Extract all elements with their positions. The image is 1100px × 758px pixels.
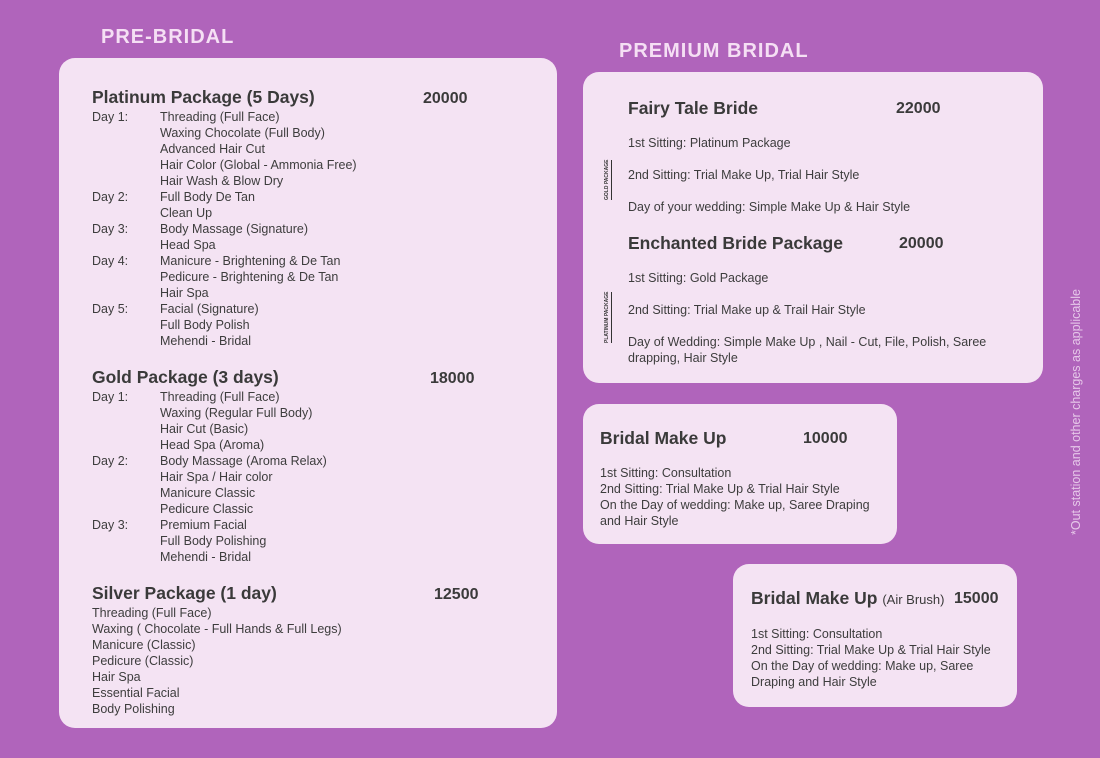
day-label [92, 125, 160, 141]
list-item: 2nd Sitting: Trial Make up & Trail Hair Style [628, 303, 866, 317]
list-item: Day of Wedding: Simple Make Up , Nail - Cut, File, Polish, Saree [628, 335, 987, 349]
day-label: Day 4: [92, 254, 129, 268]
bridal-makeup-price: 10000 [803, 430, 848, 447]
list-item [92, 141, 357, 157]
list-item: drapping, Hair Style [628, 351, 738, 365]
treatment-item: Pedicure Classic [160, 502, 254, 516]
day-label [92, 285, 160, 301]
list-item [92, 421, 327, 437]
treatment-item: Advanced Hair Cut [160, 142, 265, 156]
treatment-item: Manicure - Brightening & De Tan [160, 254, 341, 268]
airbrush-makeup-name: Bridal Make Up [751, 588, 878, 608]
day-label [92, 157, 160, 173]
list-item [92, 533, 327, 549]
list-item: and Hair Style [600, 514, 679, 528]
day-label: Day 1: [92, 390, 129, 404]
enchanted-bride-details [628, 270, 986, 366]
list-item [92, 437, 327, 453]
list-item: Essential Facial [92, 686, 180, 700]
list-item: 2nd Sitting: Trial Make Up & Trial Hair Style [751, 643, 991, 657]
fairy-tale-bride-details [628, 135, 910, 215]
treatment-item: Hair Spa / Hair color [160, 470, 273, 484]
day-label [92, 469, 160, 485]
list-item: Day of your wedding: Simple Make Up & Hair Style [628, 200, 911, 214]
silver-package-list [92, 605, 342, 717]
enchanted-bride-title: Enchanted Bride Package [628, 233, 843, 253]
list-item [92, 485, 327, 501]
treatment-item: Head Spa (Aroma) [160, 438, 265, 452]
list-item [92, 157, 357, 173]
enchanted-bride-price: 20000 [899, 235, 944, 252]
silver-package-title: Silver Package (1 day) [92, 583, 277, 603]
platinum-package-price: 20000 [423, 90, 468, 107]
list-item: On the Day of wedding: Make up, Saree [751, 659, 974, 673]
bridal-makeup-title: Bridal Make Up [600, 428, 727, 448]
list-item: 1st Sitting: Consultation [600, 466, 732, 480]
day-label: Day 5: [92, 302, 129, 316]
treatment-item: Waxing (Regular Full Body) [160, 406, 313, 420]
treatment-item: Threading (Full Face) [160, 110, 280, 124]
airbrush-makeup-price: 15000 [954, 590, 999, 607]
day-label [92, 141, 160, 157]
treatment-item: Full Body Polishing [160, 534, 267, 548]
list-item: Draping and Hair Style [751, 675, 877, 689]
treatment-item: Hair Color (Global - Ammonia Free) [160, 158, 357, 172]
treatment-item: Body Massage (Aroma Relax) [160, 454, 327, 468]
list-item: 2nd Sitting: Trial Make Up, Trial Hair Style [628, 168, 860, 182]
day-label [92, 549, 160, 565]
treatment-item: Body Massage (Signature) [160, 222, 308, 236]
list-item [92, 189, 357, 205]
day-label: Day 2: [92, 190, 129, 204]
platinum-package-title: Platinum Package (5 Days) [92, 87, 315, 107]
gold-package-price: 18000 [430, 370, 475, 387]
day-label [92, 333, 160, 349]
treatment-item: Mehendi - Bridal [160, 550, 252, 564]
treatment-item: Threading (Full Face) [160, 390, 280, 404]
list-item [92, 453, 327, 469]
day-label [92, 317, 160, 333]
day-label [92, 533, 160, 549]
list-item [92, 405, 327, 421]
list-item: On the Day of wedding: Make up, Saree Draping [600, 498, 870, 512]
treatment-item: Hair Spa [160, 286, 209, 300]
bridal-makeup-card [583, 404, 897, 544]
list-item [92, 285, 357, 301]
list-item: Body Polishing [92, 702, 175, 716]
airbrush-makeup-card [733, 564, 1017, 707]
list-item [92, 205, 357, 221]
treatment-item: Clean Up [160, 206, 213, 220]
day-label: Day 3: [92, 222, 129, 236]
list-item [92, 109, 357, 125]
airbrush-makeup-details [751, 626, 991, 690]
list-item: Threading (Full Face) [92, 606, 212, 620]
silver-package-price: 12500 [434, 586, 479, 603]
list-item [92, 173, 357, 189]
list-item: 2nd Sitting: Trial Make Up & Trial Hair Style [600, 482, 840, 496]
list-item [92, 221, 357, 237]
list-item [92, 549, 327, 565]
airbrush-makeup-suffix: (Air Brush) [882, 592, 945, 607]
day-label [92, 421, 160, 437]
bridal-makeup-details [600, 465, 870, 529]
list-item [92, 269, 357, 285]
list-item [92, 469, 327, 485]
treatment-item: Waxing Chocolate (Full Body) [160, 126, 325, 140]
day-label [92, 173, 160, 189]
fairy-tale-bride-title: Fairy Tale Bride [628, 98, 759, 118]
platinum-package-list [92, 109, 357, 349]
day-label: Day 3: [92, 518, 129, 532]
list-item [92, 253, 357, 269]
list-item: Hair Spa [92, 670, 141, 684]
day-label: Day 2: [92, 454, 129, 468]
day-label [92, 405, 160, 421]
treatment-item: Premium Facial [160, 518, 247, 532]
list-item: Manicure (Classic) [92, 638, 196, 652]
gold-package-title: Gold Package (3 days) [92, 367, 279, 387]
charges-note: *Out station and other charges as applicable [1069, 289, 1083, 535]
list-item [92, 237, 357, 253]
pre-bridal-card [59, 58, 557, 728]
premium-packages-card [583, 72, 1043, 383]
treatment-item: Facial (Signature) [160, 302, 259, 316]
list-item: 1st Sitting: Gold Package [628, 271, 769, 285]
list-item [92, 517, 327, 533]
day-label [92, 501, 160, 517]
treatment-item: Manicure Classic [160, 486, 256, 500]
list-item: Pedicure (Classic) [92, 654, 194, 668]
gold-package-list [92, 389, 327, 565]
list-item [92, 501, 327, 517]
list-item: 1st Sitting: Platinum Package [628, 136, 791, 150]
treatment-item: Mehendi - Bridal [160, 334, 252, 348]
platinum-package-side-label: PLATINUM PACKAGE [604, 291, 610, 343]
fairy-tale-bride-price: 22000 [896, 100, 941, 117]
list-item [92, 301, 357, 317]
premium-bridal-heading: PREMIUM BRIDAL [619, 40, 809, 62]
list-item: Waxing ( Chocolate - Full Hands & Full Legs) [92, 622, 342, 636]
gold-package-side-label: GOLD PACKAGE [604, 159, 610, 200]
treatment-item: Head Spa [160, 238, 216, 252]
day-label [92, 485, 160, 501]
airbrush-makeup-title [751, 588, 944, 609]
list-item [92, 389, 327, 405]
list-item [92, 317, 357, 333]
pre-bridal-heading: PRE-BRIDAL [101, 26, 235, 48]
day-label: Day 1: [92, 110, 129, 124]
treatment-item: Hair Cut (Basic) [160, 422, 249, 436]
treatment-item: Full Body Polish [160, 318, 250, 332]
day-label [92, 269, 160, 285]
list-item [92, 333, 357, 349]
treatment-item: Full Body De Tan [160, 190, 255, 204]
day-label [92, 437, 160, 453]
day-label [92, 237, 160, 253]
day-label [92, 205, 160, 221]
treatment-item: Hair Wash & Blow Dry [160, 174, 284, 188]
treatment-item: Pedicure - Brightening & De Tan [160, 270, 339, 284]
list-item [92, 125, 357, 141]
list-item: 1st Sitting: Consultation [751, 627, 883, 641]
